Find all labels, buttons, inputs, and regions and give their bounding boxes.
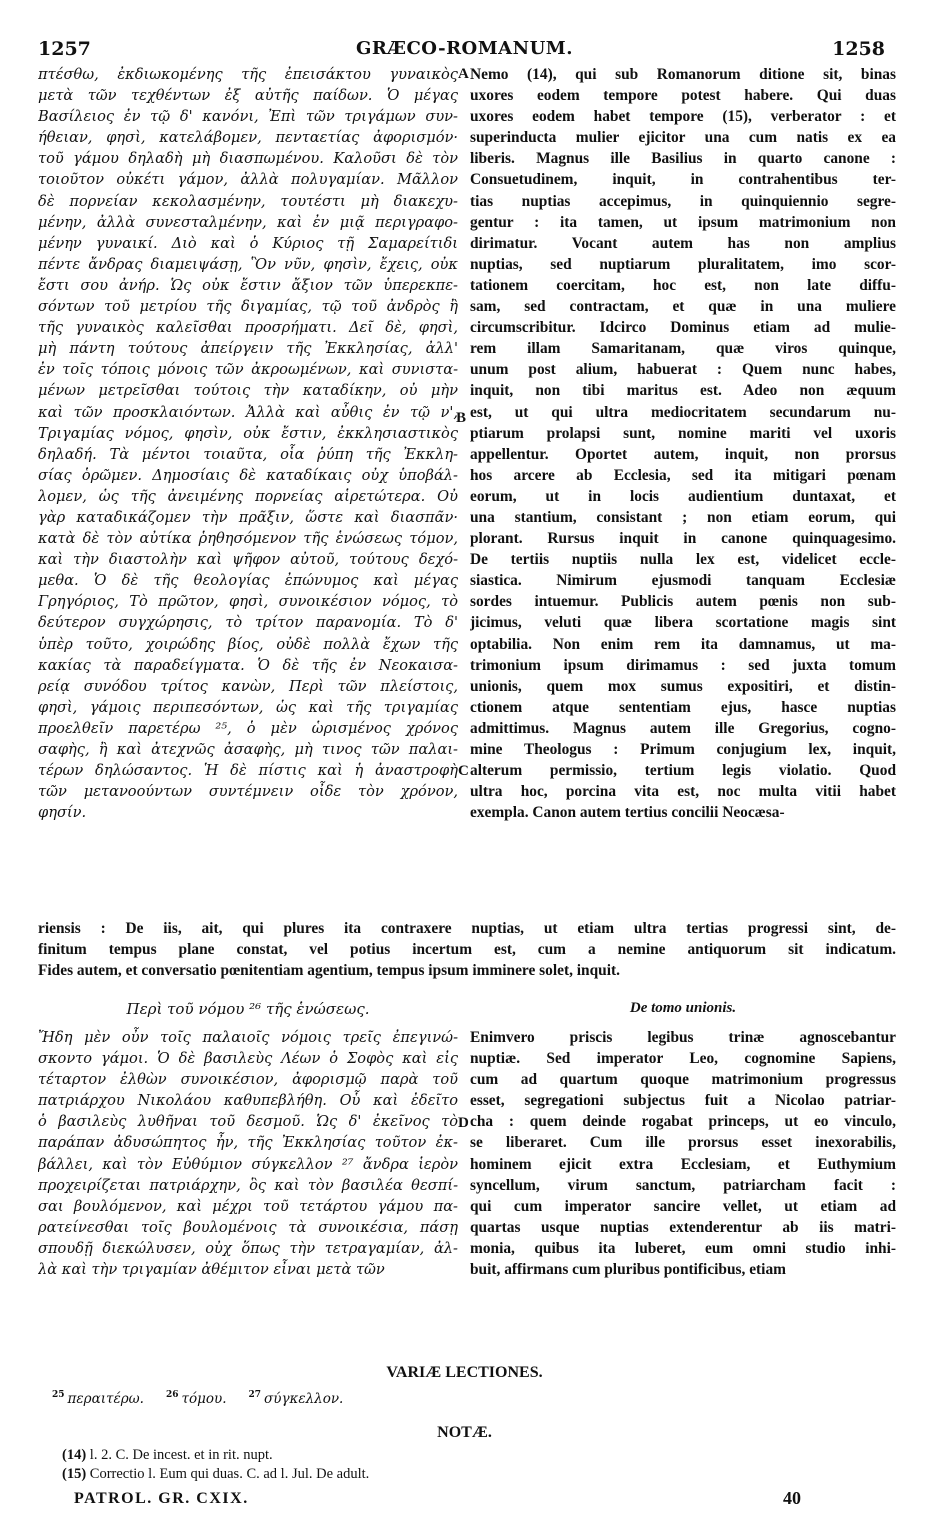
latin-text-line: uxores eodem habet tempore (15), verberator : et bbox=[470, 108, 896, 126]
note-entry bbox=[62, 1446, 369, 1465]
greek-text-line: μένων μετρεῖσθαι τούτοις τὴν καταδίκην, οὐ μὴν bbox=[38, 382, 458, 400]
note-number: (14) bbox=[62, 1447, 87, 1463]
latin-text-line: tias nuptias accepimus, in quinquiennio segre- bbox=[470, 192, 896, 210]
latin-text-line: est, ut qui ultra mediocritatem secundarum nu- bbox=[470, 403, 896, 421]
greek-text-line: σκοντο γάμοι. Ὁ δὲ βασιλεὺς Λέων ὁ Σοφὸς καὶ εἰς bbox=[38, 1050, 458, 1068]
greek-text-line: κακίας τὰ παραδείγματα. Ὁ δὲ τῆς ἐν Νεοκαισα- bbox=[38, 656, 458, 674]
greek-text-line: λὰ καὶ τὴν τριγαμίαν ἀθέμιτον εἶναι μετὰ τῶν bbox=[38, 1261, 385, 1279]
greek-text-line: ὁ βασιλεὺς λυθῆναι τοῦ δεσμοῦ. Ὡς δ' ἐκεῖνος τὸ bbox=[38, 1113, 458, 1131]
greek-text-line: τέταρτον ἐλθὼν συνοικέσιον, ἀφορισμῷ παρὰ τοῦ bbox=[38, 1071, 458, 1089]
variant-number: 26 bbox=[165, 1390, 179, 1400]
latin-text-line: uxores eodem tempore potest habere. Qui duas bbox=[470, 87, 896, 105]
greek-text-line: σαφὴς, ἢ καὶ ἀτεχνῶς ἀσαφὴς, μὴ τινος τῶν παλαι- bbox=[38, 741, 458, 758]
greek-text-line: μένην γυναικί. Διὸ καὶ ὁ Κύριος τῇ Σαμαρείτιδι bbox=[38, 234, 458, 252]
greek-text-line: Βασίλειος ἐν τῷ δ' κανόνι, Ἐπὶ τῶν τριγάμων συν- bbox=[38, 108, 458, 126]
latin-column-upper bbox=[470, 64, 896, 823]
latin-text-line: ctionem atque sententiam ejus, hasce nuptias bbox=[470, 698, 896, 716]
latin-text-line: cum ad quartum quoque matrimonium progressus bbox=[470, 1071, 896, 1089]
greek-text-line: πέντε ἄνδρας διαμειψάσῃ, Ὃν νῦν, φησὶν, ἔχεις, οὐκ bbox=[38, 255, 458, 273]
latin-text-line: rem illam Samaritanam, quæ viros quinque, bbox=[470, 340, 896, 358]
greek-text-line: τῶν μετανοούντων συντέμνειν οἶδε τὸν χρόνον, bbox=[38, 783, 458, 801]
variant-text: σύγκελλον. bbox=[264, 1390, 344, 1407]
latin-text-line: tationem coercitam, hoc est, non late diffu- bbox=[470, 276, 896, 294]
greek-text-line: δὲ πορνείαν κεκολασμένην, τουτέστι μὴ διακεχυ- bbox=[38, 192, 458, 210]
note-number: (15) bbox=[62, 1466, 87, 1482]
greek-text-line: σπουδῇ διεκώλυσεν, οὐχ ὅπως τὴν τετραγαμίαν, ἀλ- bbox=[38, 1239, 458, 1257]
latin-text-line: alterum permissio, tertium legis violatio. Quod bbox=[470, 762, 896, 780]
greek-text-line: δεύτερον συγχώρησις, τὸ τρίτον παρανομία. Τὸ δ' bbox=[38, 614, 458, 632]
latin-text-line: ultra hoc, porcina vita est, noc multa vitii habet bbox=[470, 783, 896, 801]
right-page-number: 1258 bbox=[832, 38, 885, 60]
latin-column-lower bbox=[470, 1027, 896, 1280]
greek-text-line: Ἤδη μὲν οὖν τοῖς παλαιοῖς νόμοις τρεῖς ἐπεγινώ- bbox=[38, 1029, 458, 1046]
column-marker-c: C bbox=[458, 763, 469, 779]
latin-text-line: syncellum, virum sanctum, patriarcham facit : bbox=[470, 1176, 896, 1194]
greek-text-line: ήθειαν, φησὶ, κατελάβομεν, πενταετίας ἀφορισμόν· bbox=[38, 129, 458, 147]
greek-text-line: λομεν, ὡς τῆς ἀνειμένης πορνείας αἱρετώτερα. Οὐ bbox=[38, 487, 458, 505]
latin-text-line: hominem ejicit extra Ecclesiam, et Euthymium bbox=[470, 1155, 896, 1173]
note-text: l. 2. C. De incest. et in rit. nupt. bbox=[89, 1447, 273, 1463]
latin-text-line: exempla. Canon autem tertius concilii Neocæsa- bbox=[470, 804, 785, 822]
latin-text-line: jicimus, veluti quæ libera scortatione magis sint bbox=[470, 614, 896, 632]
variant-number: 27 bbox=[248, 1390, 262, 1400]
greek-text-line: φησίν. bbox=[38, 804, 87, 822]
greek-text-line: δηλαδή. Τὰ μέντοι τοιαῦτα, οἷα ῥύπη τῆς Ἐκκλη- bbox=[38, 445, 458, 463]
greek-text-line: πτέσθω, ἐκδιωκομένης τῆς ἐπεισάκτου γυναικὸς bbox=[38, 66, 458, 83]
latin-text-line: unionis, quem mox sumus expositiri, et distin- bbox=[470, 677, 896, 695]
greek-column-upper bbox=[38, 64, 458, 823]
variant-reading bbox=[166, 1391, 227, 1407]
latin-text-line: gentur : ita tamen, ut ipsum matrimonium non bbox=[470, 213, 896, 231]
latin-text-line: eorum, ut in locis audientium duntaxat, et bbox=[470, 487, 896, 505]
greek-text-line: σίας ὁρῶμεν. Δημοσίαις δὲ καταδίκαις οὐχ ὑποβάλ- bbox=[38, 466, 458, 484]
variant-reading bbox=[52, 1391, 144, 1407]
greek-text-line: Γρηγόριος, Τὸ πρῶτον, φησὶ, συνοικέσιον νόμος, τὸ bbox=[38, 593, 458, 611]
greek-text-line: σαι βουλόμενον, καὶ μέχρι τοῦ τετάρτου γάμου πα- bbox=[38, 1197, 458, 1215]
latin-text-line: Consuetudinem, inquit, in contrahentibus ter- bbox=[470, 171, 896, 189]
latin-text-line: Nemo (14), qui sub Romanorum ditione sit, binas bbox=[470, 66, 896, 83]
variant-text: περαιτέρω. bbox=[67, 1390, 144, 1407]
latin-text-line: Fides autem, et conversatio pœnitentiam agentium, tempus ipsum imminere solet, inquit. bbox=[38, 962, 620, 980]
greek-text-line: μεθα. Ὁ δὲ τῆς θεολογίας ἐπώνυμος καὶ μέγας bbox=[38, 572, 458, 590]
variant-reading bbox=[248, 1391, 343, 1407]
greek-text-line: βάλλει, καὶ τὸν Εὐθύμιον σύγκελλον ²⁷ ἄνδρα ἱερὸν bbox=[38, 1155, 458, 1173]
full-width-paragraph bbox=[38, 918, 896, 981]
greek-text-line: μὴ πάντη τούτους ἀπείργειν τῆς Ἐκκλησίας, ἀλλ' bbox=[38, 340, 458, 358]
left-page-number: 1257 bbox=[38, 38, 91, 60]
latin-text-line: De tertiis nuptiis nulla lex est, videlicet eccle- bbox=[470, 551, 896, 569]
latin-text-line: sam, sed contractam, et quæ in una muliere bbox=[470, 298, 896, 316]
column-marker-d: D bbox=[458, 1115, 469, 1131]
latin-text-line: admittimus. Magnus autem ille Gregorius, cogno- bbox=[470, 719, 896, 737]
notae-list bbox=[62, 1446, 369, 1484]
variae-lectiones-list bbox=[52, 1390, 365, 1407]
latin-text-line: mine Theologus : Primum conjugium lex, inquit, bbox=[470, 741, 896, 758]
variant-text: τόμου. bbox=[181, 1390, 227, 1407]
note-text: Correctio l. Eum qui duas. C. ad l. Jul. De adult. bbox=[89, 1466, 370, 1482]
footer-signature: 40 bbox=[783, 1488, 801, 1508]
latin-text-line: trimonium ipsum dirimamus : sed juxta tomum bbox=[470, 656, 896, 674]
latin-text-line: nuptias, sed nuptiarum pluralitatem, imo scor- bbox=[470, 255, 896, 273]
latin-section-heading: De tomo unionis. bbox=[629, 1000, 737, 1016]
latin-text-line: siastica. Nimirum ejusmodi tanquam Ecclesiæ bbox=[470, 572, 896, 590]
latin-text-line: liberis. Magnus ille Basilius in quarto canone : bbox=[470, 150, 896, 168]
latin-text-line: hos arcere ab Ecclesia, sed ita mitigari pœnam bbox=[470, 466, 896, 484]
footer-volume: PATROL. GR. CXIX. bbox=[74, 1490, 249, 1507]
latin-text-line: optabilia. Non enim rem ita damnamus, ut ma- bbox=[470, 635, 896, 653]
latin-text-line: riensis : De iis, ait, qui plures ita contraxere nuptias, ut etiam ultra tertias progressi sint, de- bbox=[38, 920, 896, 937]
latin-text-line: buit, affirmans cum pluribus pontificibus, etiam bbox=[470, 1261, 786, 1279]
greek-text-line: μένην, ἀλλὰ συνεσταλμένην, καὶ ἐν μιᾷ περιγραφο- bbox=[38, 213, 458, 231]
latin-text-line: circumscribitur. Idcirco Dominus etiam ad mulie- bbox=[470, 319, 896, 337]
greek-text-line: γὰρ καταδικάζομεν τὴν πρᾶξιν, ὥστε καὶ διασπᾶν· bbox=[38, 508, 458, 526]
greek-text-line: μετὰ τῶν τεχθέντων ἐξ αὐτῆς παίδων. Ὁ μέγας bbox=[38, 87, 458, 105]
notae-title: NOTÆ. bbox=[437, 1424, 492, 1441]
latin-text-line: plorant. Rursus inquit in canone quinquagesimo. bbox=[470, 530, 896, 548]
greek-text-line: καὶ τῶν προσκλαιόντων. Ἀλλὰ καὶ αὖθις ἐν τῷ ν', bbox=[38, 403, 458, 421]
greek-text-line: ρείᾳ συνόδου τρίτος κανὼν, Περὶ τῶν πλείστοις, bbox=[38, 677, 458, 695]
column-marker-b: B bbox=[456, 410, 467, 426]
greek-text-line: προχειρίζεται πατριάρχην, ὃς καὶ τὸν βασιλέα θεσπί- bbox=[38, 1176, 458, 1194]
greek-text-line: τέρων δηλώσαντος. Ἡ δὲ πίστις καὶ ἡ ἀναστροφὴ bbox=[38, 762, 458, 780]
latin-text-line: esset, segregationi subjectus fuit a Nicolao patriar- bbox=[470, 1092, 896, 1110]
latin-text-line: monia, quibus ita luberet, eum omni studio inhi- bbox=[470, 1239, 896, 1257]
greek-text-line: σόντων τοῦ μετρίου τῆς διγαμίας, τῷ τοῦ ἀνδρὸς ἢ bbox=[38, 298, 458, 316]
latin-text-line: finitum tempus plane constat, vel potius incertum est, cum a nemine antiquorum sit indicatum. bbox=[38, 941, 896, 959]
greek-column-lower bbox=[38, 1027, 458, 1280]
greek-text-line: καὶ τὴν διαστολὴν καὶ ψῆφον αὐτοῦ, τούτους δεχό- bbox=[38, 551, 458, 569]
greek-text-line: κατὰ δὲ τὸν αὐτίκα ῥηθησόμενον τῆς ἑνώσεως τόμον, bbox=[38, 530, 458, 548]
latin-text-line: superinducta mulier ejicitor una cum natis ex ea bbox=[470, 129, 896, 147]
note-entry bbox=[62, 1465, 369, 1484]
greek-text-line: προελθεῖν παρετέρω ²⁵, ὁ μὲν ὡρισμένος χρόνος bbox=[38, 719, 458, 737]
latin-text-line: inquit, non tibi maritus est. Adeo non æquum bbox=[470, 382, 896, 400]
greek-text-line: ὑπὲρ τοῦτο, χοιρώδης βίος, οὐδὲ πολλὰ ἔχων τῆς bbox=[38, 635, 458, 653]
greek-text-line: πατριάρχου Νικολάου καθυπεβλήθη. Οὗ καὶ ἐδεῖτο bbox=[38, 1092, 458, 1110]
latin-text-line: unum post alium, habuerat : Quem nunc habes, bbox=[470, 361, 896, 379]
greek-text-line: τῆς γυναικὸς καλεῖσθαι προσρήματι. Δεῖ δὲ, φησὶ, bbox=[38, 319, 458, 337]
greek-text-line: ἔστι σου ἀνήρ. Ὡς οὐκ ἔστιν ἄξιον τῶν ὑπερεκπε- bbox=[38, 276, 458, 294]
latin-text-line: nuptiæ. Sed imperator Leo, cognomine Sapiens, bbox=[470, 1050, 896, 1068]
latin-text-line: sordes intuemur. Publicis autem pœnis non sub- bbox=[470, 593, 896, 611]
greek-text-line: τοιοῦτον οὐκέτι γάμον, ἀλλὰ πολυγαμίαν. Μᾶλλον bbox=[38, 171, 458, 189]
latin-text-line: appellentur. Oportet autem, inquit, non prorsus bbox=[470, 445, 896, 463]
latin-text-line: Enimvero priscis legibus trinæ agnoscebantur bbox=[470, 1029, 896, 1046]
greek-section-heading: Περὶ τοῦ νόμου ²⁶ τῆς ἑνώσεως. bbox=[126, 1000, 370, 1018]
latin-text-line: cha : quem deinde rogabat princeps, ut eo vinculo, bbox=[470, 1113, 896, 1131]
greek-text-line: Τριγαμίας νόμος, φησὶν, οὐκ ἔστιν, ἐκκλησιαστικὸς bbox=[38, 424, 458, 442]
greek-text-line: φησὶ, γάμοις περιπεσόντων, ὡς καὶ τῆς τριγαμίας bbox=[38, 698, 458, 716]
greek-text-line: παράπαν ἀδυσώπητος ἦν, τῆς Ἐκκλησίας τοῦτον ἐκ- bbox=[38, 1134, 458, 1152]
latin-text-line: una stantium, consistant ; non etiam eorum, qui bbox=[470, 508, 896, 526]
greek-text-line: τοῦ γάμου δηλαδὴ μὴ διασπωμένου. Καλοῦσι δὲ τὸν bbox=[38, 150, 458, 168]
variant-number: 25 bbox=[52, 1390, 65, 1400]
variae-lectiones-title: VARIÆ LECTIONES. bbox=[386, 1364, 543, 1381]
latin-text-line: dirimatur. Vocant autem has non amplius bbox=[470, 234, 896, 252]
greek-text-line: ρατείνεσθαι τοῖς βουλομένοις τὰ συνοικέσια, πάσῃ bbox=[38, 1218, 458, 1236]
latin-text-line: ptiarum prolapsi sunt, nomine mariti vel uxoris bbox=[470, 424, 896, 442]
latin-text-line: se liberaret. Cum ille prorsus esset inexorabilis, bbox=[470, 1134, 896, 1152]
greek-text-line: ἐν τοῖς τόποις μόνοις τῶν ἀκροωμένων, καὶ συνιστα- bbox=[38, 361, 458, 379]
running-title: GRÆCO-ROMANUM. bbox=[356, 38, 573, 59]
latin-text-line: quartas usque nuptias extenderentur ab iis matri- bbox=[470, 1218, 896, 1236]
latin-text-line: qui cum imperator sancire vellet, ut etiam ad bbox=[470, 1197, 896, 1215]
column-marker-a: A bbox=[458, 66, 469, 82]
